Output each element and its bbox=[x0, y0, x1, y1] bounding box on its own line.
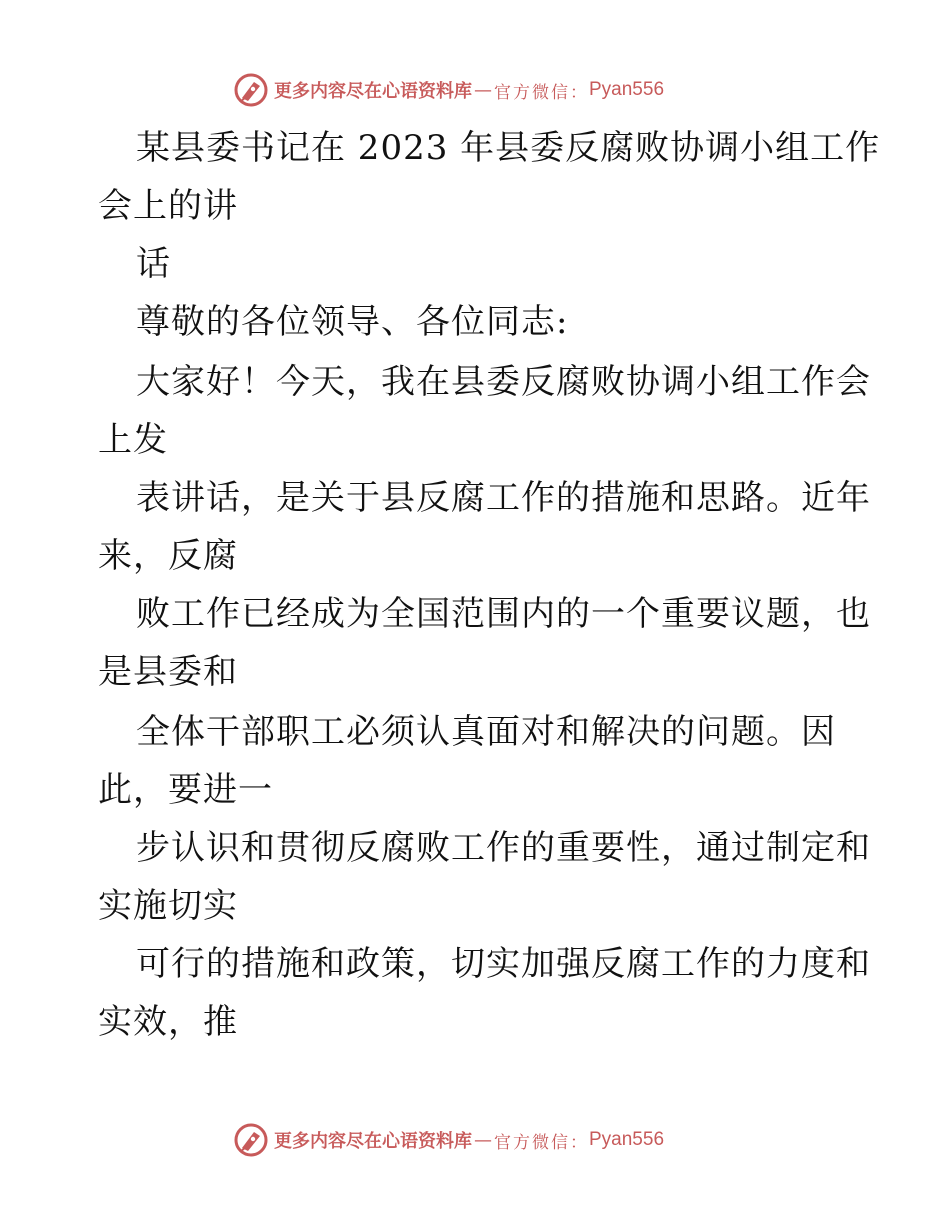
doc-body-line: 实施切实 bbox=[98, 886, 238, 926]
doc-title-line-3: 话 bbox=[136, 244, 171, 284]
watermark-footer bbox=[234, 1122, 664, 1158]
pen-nib-logo-icon bbox=[234, 1123, 268, 1157]
doc-body-line: 步认识和贯彻反腐败工作的重要性，通过制定和 bbox=[136, 828, 871, 868]
doc-body-line: 表讲话，是关于县反腐工作的措施和思路。近年 bbox=[136, 478, 871, 518]
watermark-title: 更多内容尽在心语资料库 bbox=[274, 1131, 472, 1152]
doc-body-line: 实效，推 bbox=[98, 1002, 238, 1042]
watermark-wechat-label: 官方微信： bbox=[494, 82, 589, 103]
doc-body-line: 可行的措施和政策，切实加强反腐工作的力度和 bbox=[136, 944, 871, 984]
doc-body-line: 上发 bbox=[98, 420, 168, 460]
doc-body-line: 全体干部职工必须认真面对和解决的问题。因 bbox=[136, 712, 836, 752]
doc-title-line-2: 会上的讲 bbox=[98, 186, 238, 226]
watermark-dash: — bbox=[474, 79, 492, 101]
doc-body-line: 败工作已经成为全国范围内的一个重要议题，也 bbox=[136, 594, 871, 634]
watermark-wechat-id: Pyan556 bbox=[589, 79, 665, 100]
watermark-dash: — bbox=[474, 1129, 492, 1151]
watermark-title: 更多内容尽在心语资料库 bbox=[274, 81, 472, 102]
doc-body-line: 来，反腐 bbox=[98, 536, 238, 576]
pen-nib-logo-icon bbox=[234, 73, 268, 107]
doc-body-line: 大家好！今天，我在县委反腐败协调小组工作会 bbox=[136, 362, 871, 402]
doc-body-line: 是县委和 bbox=[98, 652, 238, 692]
doc-salutation: 尊敬的各位领导、各位同志: bbox=[136, 302, 569, 342]
watermark-wechat-label: 官方微信： bbox=[494, 1132, 589, 1153]
doc-body-line: 此，要进一 bbox=[98, 770, 273, 810]
doc-title-line-1: 某县委书记在 2023 年县委反腐败协调小组工作 bbox=[136, 128, 881, 168]
watermark-header bbox=[234, 72, 664, 108]
watermark-wechat-id: Pyan556 bbox=[589, 1129, 665, 1150]
